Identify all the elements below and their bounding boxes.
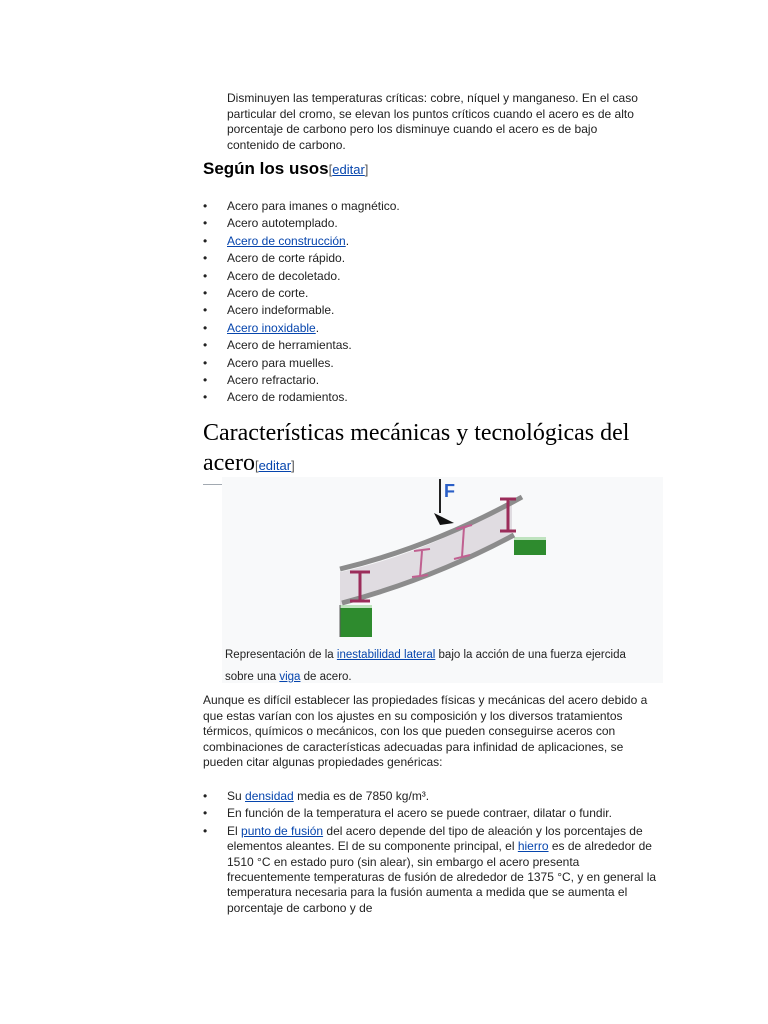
list-item — [203, 372, 663, 389]
list-item-text: Acero de decoletado. — [227, 268, 341, 283]
list-item — [203, 215, 663, 232]
list-item-text: Acero de herramientas. — [227, 338, 352, 353]
list-item-text: es de alrededor de 1510 °C en estado puro (sin alear), sin embargo el acero presenta frecuentemente temperaturas de fusión de alrededor de 1375 °C, y en general la temperatura necesaria para la fusión aumenta a medida que se aumenta el porcentaje de carbono y de — [227, 839, 657, 915]
list-item — [203, 824, 663, 916]
list-item-text: Acero refractario. — [227, 373, 320, 388]
list-item-text: El — [227, 823, 242, 838]
link-inestabilidad-lateral[interactable]: inestabilidad lateral — [336, 649, 436, 661]
link-densidad[interactable]: densidad — [245, 789, 294, 803]
edit-section-usos — [329, 162, 369, 177]
list-item-text: Acero indeformable. — [227, 303, 335, 318]
edit-bracket-close: ] — [291, 458, 295, 473]
bullet: • — [203, 251, 208, 266]
list-item — [203, 285, 663, 302]
list-item-text: Acero para imanes o magnético. — [227, 199, 400, 213]
bullet: • — [203, 355, 208, 370]
section-heading-caracteristicas-text: Características mecánicas y tecnológicas del acero — [203, 420, 630, 476]
section-heading-caracteristicas — [203, 418, 663, 485]
bullet: • — [203, 216, 208, 231]
list-item — [203, 320, 663, 337]
list-item-text: . — [315, 320, 320, 335]
bullet: • — [203, 286, 208, 301]
list-item — [203, 789, 663, 804]
bullet: • — [203, 233, 208, 248]
caption-text-3: de acero. — [300, 671, 352, 683]
list-item — [203, 389, 663, 406]
list-item — [203, 250, 663, 267]
force-arrow-head — [434, 513, 454, 525]
bullet: • — [203, 268, 208, 283]
list-item-text: Acero de rodamientos. — [227, 390, 348, 405]
link-acero-inoxidable[interactable]: Acero inoxidable — [227, 320, 316, 335]
list-item — [203, 198, 663, 215]
list-item — [203, 337, 663, 354]
list-item-text: . — [345, 233, 350, 248]
bullet: • — [203, 806, 208, 821]
caption-text-2: bajo la acción de una fuerza ejercida sobre una — [225, 649, 626, 683]
list-item-text: En función de la temperatura el acero se puede contraer, dilatar o fundir. — [227, 806, 612, 821]
list-item — [203, 806, 663, 821]
bullet: • — [203, 303, 208, 318]
list-item-text: Su — [227, 789, 246, 803]
body-paragraph: Aunque es difícil establecer las propiedades físicas y mecánicas del acero debido a que estas varían con los ajustes en su composición y los diversos tratamientos térmicos, químicos o mecánicos, con los que pueden conseguirse aceros con combinaciones de características adecuadas para infinidad de aplicaciones, se pueden citar algunas propiedades genéricas: — [203, 693, 648, 769]
list-item-text: Acero de corte. — [227, 286, 309, 301]
beam-illustration[interactable] — [222, 477, 663, 637]
properties-list — [203, 789, 663, 918]
bullet: • — [203, 338, 208, 353]
right-ground-top — [514, 537, 546, 540]
bullet: • — [203, 390, 208, 405]
edit-section-caracteristicas — [255, 458, 295, 473]
list-item-text: del acero depende del tipo de aleación y los porcentajes de elementos aleantes. El de su componente principal, el — [227, 823, 643, 854]
edit-bracket-close: ] — [364, 162, 369, 177]
bullet: • — [203, 373, 208, 388]
edit-link-usos[interactable]: editar — [332, 162, 365, 177]
link-hierro[interactable]: hierro — [517, 839, 549, 854]
left-ground — [340, 605, 372, 637]
list-item-text: Acero de corte rápido. — [227, 251, 346, 266]
list-item — [203, 233, 663, 250]
edit-bracket-open: [ — [328, 162, 333, 177]
list-item-text: Acero para muelles. — [227, 355, 334, 370]
bullet: • — [203, 789, 208, 803]
force-label: F — [444, 481, 455, 501]
list-item-text: media es de 7850 kg/m³. — [293, 789, 430, 803]
link-punto-de-fusion[interactable]: punto de fusión — [241, 823, 324, 838]
edit-link-caracteristicas[interactable]: editar — [258, 458, 292, 473]
bullet: • — [203, 199, 208, 213]
list-item — [203, 302, 663, 319]
list-item-text: Acero autotemplado. — [227, 216, 338, 231]
bullet: • — [203, 320, 208, 335]
usos-list — [203, 198, 663, 407]
figure-caption — [225, 644, 645, 688]
link-acero-construccion[interactable]: Acero de construcción — [227, 233, 346, 248]
link-viga[interactable]: viga — [279, 671, 301, 683]
edit-bracket-open: [ — [254, 458, 259, 473]
list-item — [203, 268, 663, 285]
section-heading-usos-text: Según los usos — [203, 159, 329, 178]
section-heading-usos — [203, 159, 368, 179]
intro-paragraph: Disminuyen las temperaturas críticas: cobre, níquel y manganeso. En el caso particular del cromo, se elevan los puntos críticos cuando el acero es de alto porcentaje de carbono pero los disminuye cuando el acero es de bajo contenido de carbono. — [227, 91, 638, 152]
list-item — [203, 355, 663, 372]
left-ground-top — [340, 605, 372, 608]
bullet: • — [203, 823, 208, 838]
caption-text-1: Representación de la — [225, 649, 337, 661]
